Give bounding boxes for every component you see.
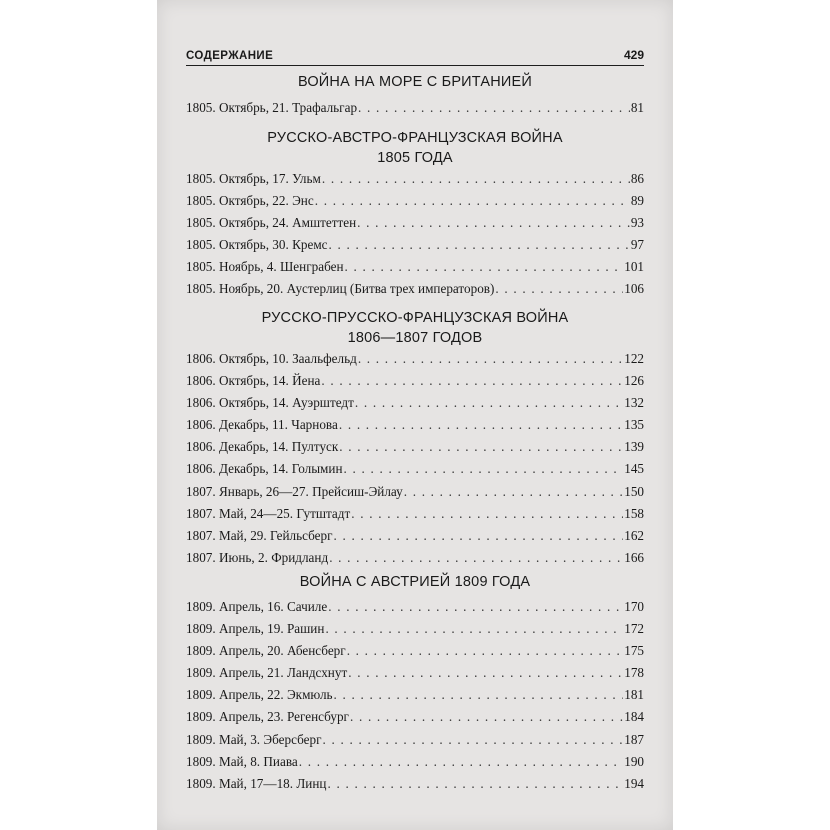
toc-entry [186, 640, 644, 662]
entry-page-number: 162 [624, 527, 644, 543]
entry-page-number: 132 [624, 395, 644, 411]
toc-entry [186, 414, 644, 436]
entry-page-number: 194 [624, 775, 644, 791]
entry-page-number: 145 [624, 461, 644, 477]
dot-leader [355, 392, 623, 414]
entry-page-number: 166 [624, 549, 644, 565]
entry-label: 1805. Ноябрь, 20. Аустерлиц (Битва трех императоров) [186, 281, 495, 297]
entry-page-number: 81 [630, 100, 644, 115]
section-title-line: РУССКО-ПРУССКО-ФРАНЦУЗСКАЯ ВОЙНА [261, 310, 569, 326]
section-title [186, 72, 644, 92]
toc-entry [186, 662, 644, 684]
section-entries [186, 596, 644, 795]
dot-leader [325, 618, 623, 640]
dot-leader [339, 414, 623, 436]
section-title-line: 1806—1807 ГОДОВ [347, 330, 483, 346]
entry-label: 1806. Октябрь, 14. Ауэрштедт [186, 395, 354, 411]
toc-entry [186, 97, 644, 119]
toc-entry [186, 190, 644, 212]
entry-label: 1806. Декабрь, 14. Пултуск [186, 439, 339, 455]
entry-page-number: 178 [624, 665, 644, 681]
toc-entry [186, 481, 644, 503]
entry-label: 1809. Апрель, 19. Рашин [186, 621, 325, 637]
toc-entry [186, 168, 644, 190]
entry-label: 1809. Апрель, 23. Регенсбург [186, 709, 349, 725]
toc-entry [186, 706, 644, 728]
dot-leader [321, 370, 623, 392]
entry-page-number: 126 [624, 373, 644, 389]
entry-label: 1806. Октябрь, 14. Йена [186, 373, 321, 389]
header-rule [186, 65, 644, 66]
entry-page-number: 93 [630, 215, 644, 231]
dot-leader [345, 256, 624, 278]
dot-leader [351, 503, 623, 525]
dot-leader [322, 729, 623, 751]
section-title-line: РУССКО-АВСТРО-ФРАНЦУЗСКАЯ ВОЙНА [267, 130, 563, 146]
running-header-title: СОДЕРЖАНИЕ [186, 50, 274, 62]
entry-page-number: 184 [624, 709, 644, 725]
entry-page-number: 190 [624, 753, 644, 769]
toc-entry [186, 525, 644, 547]
section-title-line: ВОЙНА НА МОРЕ С БРИТАНИЕЙ [297, 74, 533, 90]
dot-leader [347, 640, 624, 662]
entry-label: 1806. Октябрь, 10. Заальфельд [186, 351, 357, 366]
entry-page-number: 139 [624, 439, 644, 455]
dot-leader [315, 190, 630, 212]
toc-entry [186, 458, 644, 480]
dot-leader [358, 97, 630, 119]
entry-page-number: 181 [624, 687, 644, 703]
dot-leader [348, 662, 623, 684]
entry-label: 1809. Апрель, 21. Ландсхнут [186, 665, 348, 681]
section-title [186, 128, 644, 168]
entry-label: 1806. Декабрь, 11. Чарнова [186, 417, 338, 433]
dot-leader [329, 547, 623, 569]
toc-entry [186, 547, 644, 569]
entry-page-number: 158 [624, 505, 644, 521]
entry-page-number: 97 [630, 237, 644, 253]
entry-label: 1809. Апрель, 22. Экмюль [186, 687, 333, 703]
entry-label: 1809. Апрель, 20. Абенсберг [186, 643, 346, 659]
entry-page-number: 101 [624, 259, 644, 275]
toc-entry [186, 212, 644, 234]
toc-entry [186, 436, 644, 458]
dot-leader [329, 234, 630, 256]
entry-label: 1807. Май, 29. Гейльсберг [186, 527, 333, 543]
running-header [186, 40, 644, 66]
entry-page-number: 106 [624, 281, 644, 297]
toc-entry [186, 256, 644, 278]
section-title [186, 308, 644, 348]
entry-page-number: 175 [624, 643, 644, 659]
entry-page-number: 89 [630, 193, 644, 209]
entry-label: 1807. Январь, 26—27. Прейсиш-Эйлау [186, 483, 403, 499]
dot-leader [328, 596, 623, 618]
section-title-line: 1805 ГОДА [377, 150, 453, 166]
section-title-line: ВОЙНА С АВСТРИЕЙ 1809 ГОДА [299, 574, 531, 590]
toc-entry [186, 729, 644, 751]
entry-page-number: 170 [624, 599, 644, 614]
entry-page-number: 86 [630, 171, 644, 186]
entry-label: 1805. Октябрь, 17. Ульм [186, 171, 321, 186]
dot-leader [358, 348, 623, 370]
entry-page-number: 135 [624, 417, 644, 433]
dot-leader [357, 212, 630, 234]
entry-label: 1809. Апрель, 16. Сачиле [186, 599, 328, 614]
dot-leader [344, 458, 624, 480]
toc-entry [186, 392, 644, 414]
toc-entry [186, 370, 644, 392]
page-number: 429 [623, 48, 644, 62]
dot-leader [322, 168, 630, 190]
section-entries [186, 348, 644, 569]
entry-page-number: 187 [624, 731, 644, 747]
toc-entry [186, 348, 644, 370]
book-page [157, 0, 673, 830]
entry-label: 1805. Октябрь, 30. Кремс [186, 237, 328, 253]
entry-label: 1809. Май, 8. Пиава [186, 753, 298, 769]
entry-label: 1807. Май, 24—25. Гутштадт [186, 505, 351, 521]
entry-label: 1805. Октябрь, 21. Трафальгар [186, 100, 358, 115]
entry-label: 1806. Декабрь, 14. Голымин [186, 461, 343, 477]
entry-page-number: 172 [624, 621, 644, 637]
dot-leader [334, 525, 624, 547]
entry-page-number: 150 [624, 483, 644, 499]
toc-entry [186, 278, 644, 300]
toc-entry [186, 596, 644, 618]
entry-label: 1807. Июнь, 2. Фридланд [186, 549, 329, 565]
toc-entry [186, 684, 644, 706]
dot-leader [334, 684, 624, 706]
section-title [186, 572, 644, 592]
entry-label: 1809. Май, 17—18. Линц [186, 775, 327, 791]
dot-leader [495, 278, 623, 300]
section-entries [186, 97, 644, 119]
toc-entry [186, 618, 644, 640]
dot-leader [299, 751, 623, 773]
toc-entry [186, 773, 644, 795]
toc-entry [186, 234, 644, 256]
entry-label: 1805. Октябрь, 24. Амштеттен [186, 215, 357, 231]
entry-label: 1805. Октябрь, 22. Энс [186, 193, 314, 209]
dot-leader [327, 773, 623, 795]
dot-leader [350, 706, 623, 728]
section-entries [186, 168, 644, 301]
dot-leader [404, 481, 624, 503]
toc-entry [186, 751, 644, 773]
entry-label: 1809. Май, 3. Эберсберг [186, 731, 322, 747]
toc-entry [186, 503, 644, 525]
entry-label: 1805. Ноябрь, 4. Шенграбен [186, 259, 344, 275]
entry-page-number: 122 [624, 351, 644, 366]
dot-leader [339, 436, 623, 458]
